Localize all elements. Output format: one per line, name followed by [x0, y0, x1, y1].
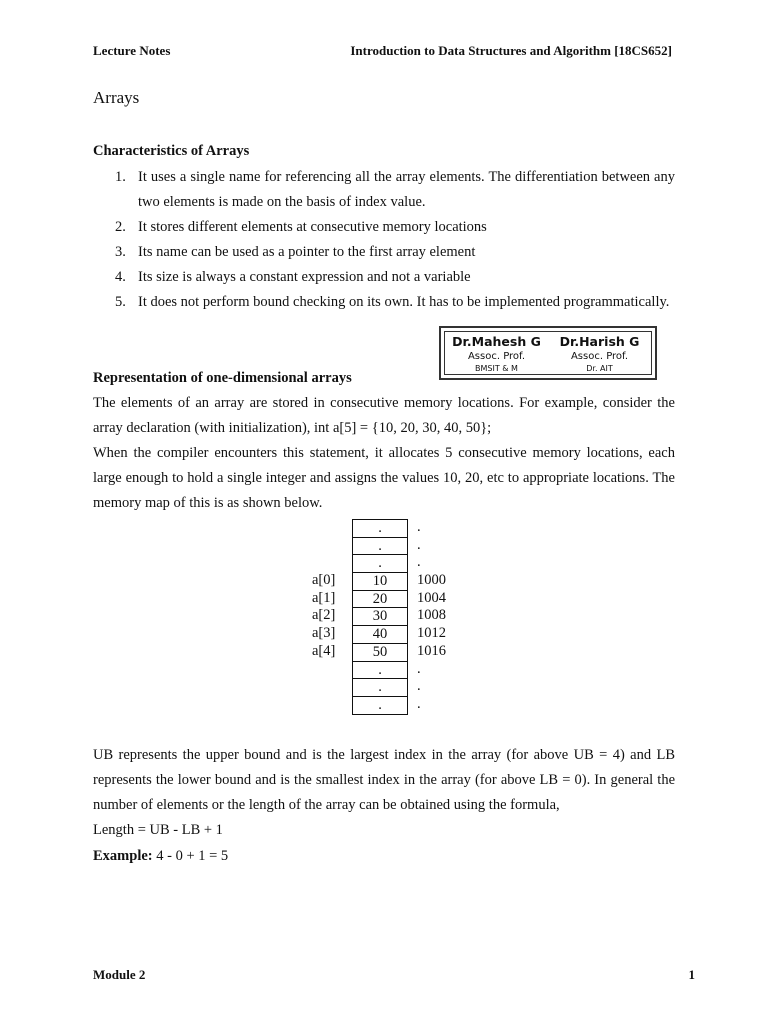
bounds-paragraph: UB represents the upper bound and is the largest index in the array (for above UB = 4) and LB represents the lower bound and is the smallest index in the array (for above LB = 0). In general the number of elements or the length of the array can be obtained using the formula,	[93, 747, 675, 813]
memory-cell: 30	[352, 607, 408, 625]
memory-cell: 40	[352, 625, 408, 643]
memory-address: .	[417, 519, 421, 535]
header-course-title: Introduction to Data Structures and Algorithm [18CS652]	[350, 43, 672, 58]
memory-cell: 10	[352, 572, 408, 590]
representation-paragraph-2: When the compiler encounters this statement, it allocates 5 consecutive memory locations, each large enough to hold a single integer and assigns the values 10, 20, etc to appropriate locations. The memory map of this is as shown below.	[93, 445, 675, 511]
memory-address: .	[417, 554, 421, 571]
list-item	[93, 265, 675, 290]
memory-cell: .	[352, 537, 408, 555]
memory-address: .	[417, 536, 421, 553]
memory-address: 1012	[417, 625, 446, 642]
memory-index-label: a[0]	[312, 572, 336, 589]
memory-address: 1016	[417, 642, 446, 659]
length-formula: Length = UB - LB + 1	[93, 822, 223, 838]
page-title: Arrays	[93, 88, 140, 107]
list-item-number: 2.	[115, 219, 126, 235]
author-stamp	[439, 326, 657, 380]
list-item-text: It stores different elements at consecutive memory locations	[138, 219, 487, 235]
memory-address: 1008	[417, 607, 446, 624]
author-position: Assoc. Prof.	[570, 350, 629, 362]
list-item	[93, 165, 675, 215]
list-item	[93, 240, 675, 265]
memory-index-label: a[1]	[312, 589, 336, 606]
memory-cell: .	[352, 661, 408, 679]
example-value: 4 - 0 + 1 = 5	[152, 848, 229, 864]
list-item-number: 3.	[115, 244, 126, 260]
list-item-number: 4.	[115, 269, 126, 285]
list-item-number: 5.	[115, 294, 126, 310]
list-item-text: It uses a single name for referencing all the array elements. The differentiation between any two elements is made on the basis of index value.	[138, 169, 675, 210]
memory-address: .	[417, 678, 421, 695]
memory-cell: 20	[352, 590, 408, 608]
list-item-text: Its size is always a constant expression and not a variable	[138, 269, 471, 285]
author-stamp-right	[548, 332, 651, 374]
author-name: Dr.Harish G	[559, 334, 640, 349]
list-item	[93, 290, 675, 315]
example-line	[93, 844, 675, 869]
memory-address: 1000	[417, 572, 446, 589]
list-item-text: It does not perform bound checking on its own. It has to be implemented programmatically.	[138, 294, 670, 310]
representation-paragraph-1: The elements of an array are stored in consecutive memory locations. For example, consider the array declaration (with initialization), int a[5] = {10, 20, 30, 40, 50};	[93, 395, 675, 436]
memory-cell: 50	[352, 643, 408, 661]
memory-index-label: a[4]	[312, 642, 336, 659]
example-label: Example:	[93, 848, 153, 864]
memory-address: .	[417, 660, 421, 677]
author-institution: BMSIT & M	[475, 363, 518, 373]
memory-cell: .	[352, 519, 408, 537]
memory-index-label: a[3]	[312, 625, 336, 642]
memory-index-label: a[2]	[312, 607, 336, 624]
author-stamp-left	[445, 332, 548, 374]
author-position: Assoc. Prof.	[467, 350, 526, 362]
author-name: Dr.Mahesh G	[452, 334, 541, 349]
memory-address: .	[417, 695, 421, 712]
list-item	[93, 215, 675, 240]
footer-page-number: 1	[688, 967, 695, 982]
memory-cell: .	[352, 696, 408, 715]
footer-module: Module 2	[93, 967, 146, 982]
author-institution: Dr. AIT	[586, 363, 613, 373]
memory-cell: .	[352, 678, 408, 696]
list-item-text: Its name can be used as a pointer to the first array element	[138, 244, 476, 260]
memory-cell: .	[352, 554, 408, 572]
section-heading-representation: Representation of one-dimensional arrays	[93, 370, 352, 386]
section-heading-characteristics: Characteristics of Arrays	[93, 143, 250, 159]
list-item-number: 1.	[115, 169, 126, 185]
header-course-type: Lecture Notes	[93, 43, 171, 58]
characteristics-list	[93, 165, 675, 315]
memory-address: 1004	[417, 589, 446, 606]
